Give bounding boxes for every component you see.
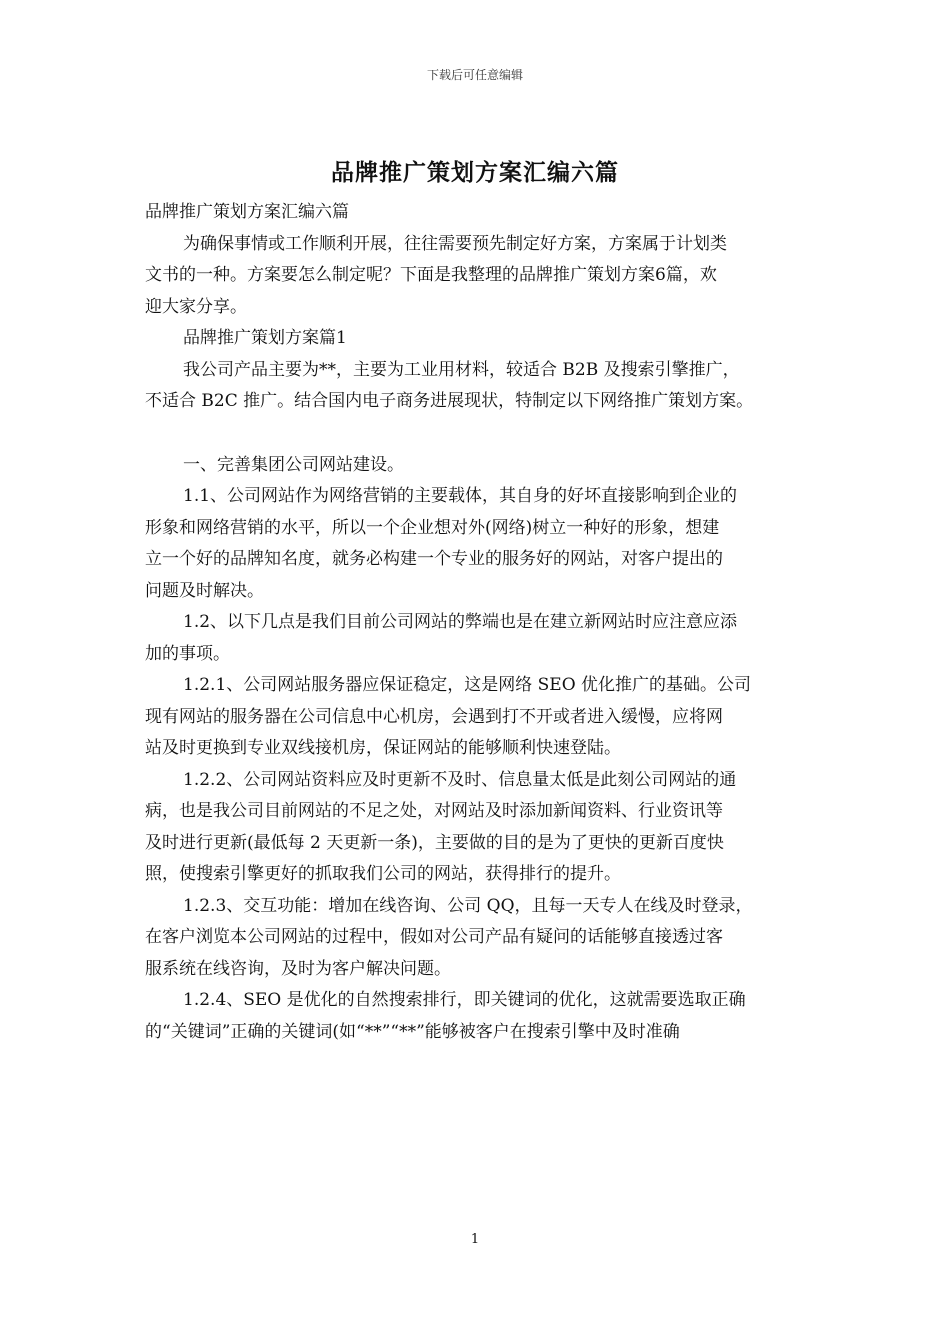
document-body xyxy=(145,197,810,1048)
text-line: 在客户浏览本公司网站的过程中，假如对公司产品有疑问的话能够直接透过客 xyxy=(145,927,723,947)
text-line: 文书的一种。方案要怎么制定呢？下面是我整理的品牌推广策划方案6篇，欢 xyxy=(145,265,717,285)
paragraph-1-2-4 xyxy=(145,985,810,1048)
text-line: 1.2.4、SEO 是优化的自然搜索排行，即关键词的优化，这就需要选取正确 xyxy=(183,990,746,1010)
text-line: 及时进行更新(最低每 2 天更新一条)，主要做的目的是为了更快的更新百度快 xyxy=(145,832,724,853)
text-line: 立一个好的品牌知名度，就务必构建一个专业的服务好的网站，对客户提出的 xyxy=(145,549,723,569)
text-line: 站及时更换到专业双线接机房，保证网站的能够顺利快速登陆。 xyxy=(145,738,621,758)
text-line: 的“关键词”正确的关键词(如“**”“**”能够被客户在搜索引擎中及时准确 xyxy=(145,1021,680,1042)
paragraph-1-1 xyxy=(145,481,810,607)
document-title: 品牌推广策划方案汇编六篇 xyxy=(331,160,619,186)
paragraph-1-2-1 xyxy=(145,670,810,765)
text-line: 1.1、公司网站作为网络营销的主要载体，其自身的好坏直接影响到企业的 xyxy=(183,486,738,506)
text-line: 1.2、以下几点是我们目前公司网站的弊端也是在建立新网站时应注意应添 xyxy=(183,612,738,632)
paragraph-products xyxy=(145,355,810,418)
text-line: 病，也是我公司目前网站的不足之处，对网站及时添加新闻资料、行业资讯等 xyxy=(145,801,723,821)
text-line: 不适合 B2C 推广。结合国内电子商务进展现状，特制定以下网络推广策划方案。 xyxy=(145,391,754,411)
header-note: 下载后可任意编辑 xyxy=(426,68,523,82)
blank-line xyxy=(145,418,810,450)
heading-website-construction xyxy=(145,450,810,482)
section-heading-1 xyxy=(145,323,810,355)
text-line: 我公司产品主要为**，主要为工业用材料，较适合 B2B 及搜索引擎推广， xyxy=(183,359,740,380)
text-line: 现有网站的服务器在公司信息中心机房，会遇到打不开或者进入缓慢，应将网 xyxy=(145,706,723,727)
text-line: 1.2.1、公司网站服务器应保证稳定，这是网络 SEO 优化推广的基础。公司 xyxy=(183,675,752,695)
text-line: 服系统在线咨询，及时为客户解决问题。 xyxy=(145,958,451,979)
text-line: 1.2.2、公司网站资料应及时更新不及时、信息量太低是此刻公司网站的通 xyxy=(183,769,737,790)
text-line: 照，使搜索引擎更好的抓取我们公司的网站，获得排行的提升。 xyxy=(145,864,621,884)
text-line: 问题及时解决。 xyxy=(145,580,264,601)
text-line: 一、完善集团公司网站建设。 xyxy=(183,454,404,475)
text-line: 1.2.3、交互功能：增加在线咨询、公司 QQ，且每一天专人在线及时登录， xyxy=(183,895,753,916)
text-line: 品牌推广策划方案篇1 xyxy=(183,328,347,348)
text-line: 品牌推广策划方案汇编六篇 xyxy=(145,202,349,222)
text-line: 加的事项。 xyxy=(145,643,230,664)
text-line: 形象和网络营销的水平，所以一个企业想对外(网络)树立一种好的形象，想建 xyxy=(145,517,720,538)
page-number: 1 xyxy=(470,1232,480,1247)
paragraph-1-2-2 xyxy=(145,765,810,891)
text-line: 为确保事情或工作顺利开展，往往需要预先制定好方案，方案属于计划类 xyxy=(183,233,727,254)
paragraph-intro xyxy=(145,229,810,324)
paragraph-1-2-3 xyxy=(145,891,810,986)
text-line: 迎大家分享。 xyxy=(145,296,247,317)
paragraph-1-2 xyxy=(145,607,810,670)
paragraph-subtitle xyxy=(145,197,810,229)
